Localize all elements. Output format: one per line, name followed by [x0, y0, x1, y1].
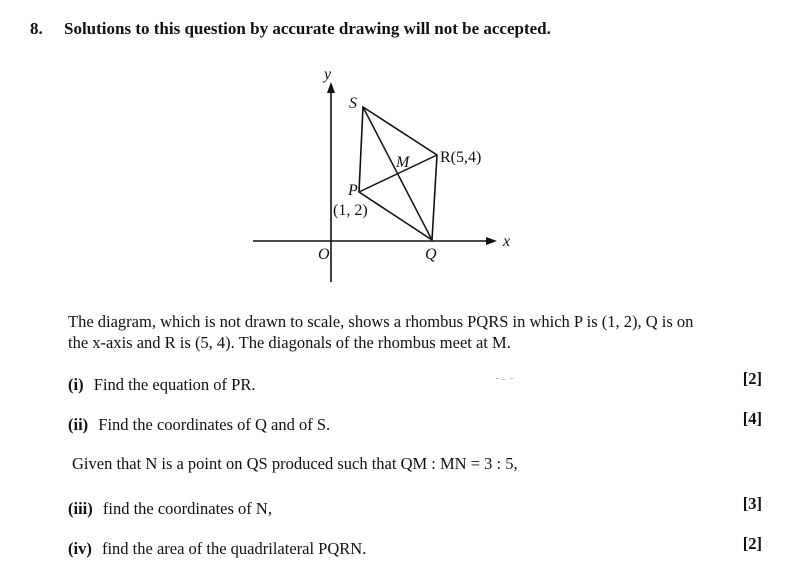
part-ii: [68, 415, 330, 435]
part-iii: [68, 499, 272, 519]
y-axis-label: y: [324, 66, 332, 83]
part-iii-label: (iii): [68, 499, 93, 518]
part-iii-marks: [3]: [742, 494, 762, 513]
given-statement: Given that N is a point on QS produced such that QM : MN = 3 : 5,: [72, 454, 518, 473]
diagonal-qs: [363, 107, 432, 240]
part-i: [68, 375, 256, 395]
part-iv-text: find the area of the quadrilateral PQRN.: [101, 539, 367, 558]
part-ii-marks: [4]: [742, 409, 762, 428]
part-iv-marks: [2]: [742, 534, 762, 553]
x-axis-arrow: [486, 237, 497, 245]
vertex-s-label: S: [349, 95, 357, 112]
x-axis-label: x: [503, 233, 511, 250]
question-number: 8.: [30, 19, 43, 38]
vertex-r-label: R(5,4): [440, 149, 482, 166]
part-iv: [68, 539, 366, 559]
part-i-label: (i): [68, 375, 84, 394]
description-paragraph: [68, 311, 758, 353]
description-line-2: the x-axis and R is (5, 4). The diagonals of the rhombus meet at M.: [68, 333, 511, 352]
vertex-p-coords: (1, 2): [333, 202, 368, 219]
part-iv-label: (iv): [68, 539, 92, 558]
part-i-marks: [2]: [742, 369, 762, 388]
description-line-1: The diagram, which is not drawn to scale, shows a rhombus PQRS in which P is (1, 2), Q is on: [68, 312, 694, 331]
part-i-text: Find the equation of PR.: [93, 375, 256, 394]
origin-label: O: [318, 246, 330, 263]
midpoint-m-label: M: [396, 154, 410, 171]
part-iii-text: find the coordinates of N,: [102, 499, 272, 518]
part-ii-label: (ii): [68, 415, 89, 434]
part-ii-text: Find the coordinates of Q and of S.: [98, 415, 331, 434]
vertex-q-label: Q: [425, 246, 437, 263]
question-instruction: Solutions to this question by accurate drawing will not be accepted.: [64, 19, 551, 38]
y-axis-arrow: [327, 82, 335, 93]
vertex-p-label: P: [348, 182, 358, 199]
